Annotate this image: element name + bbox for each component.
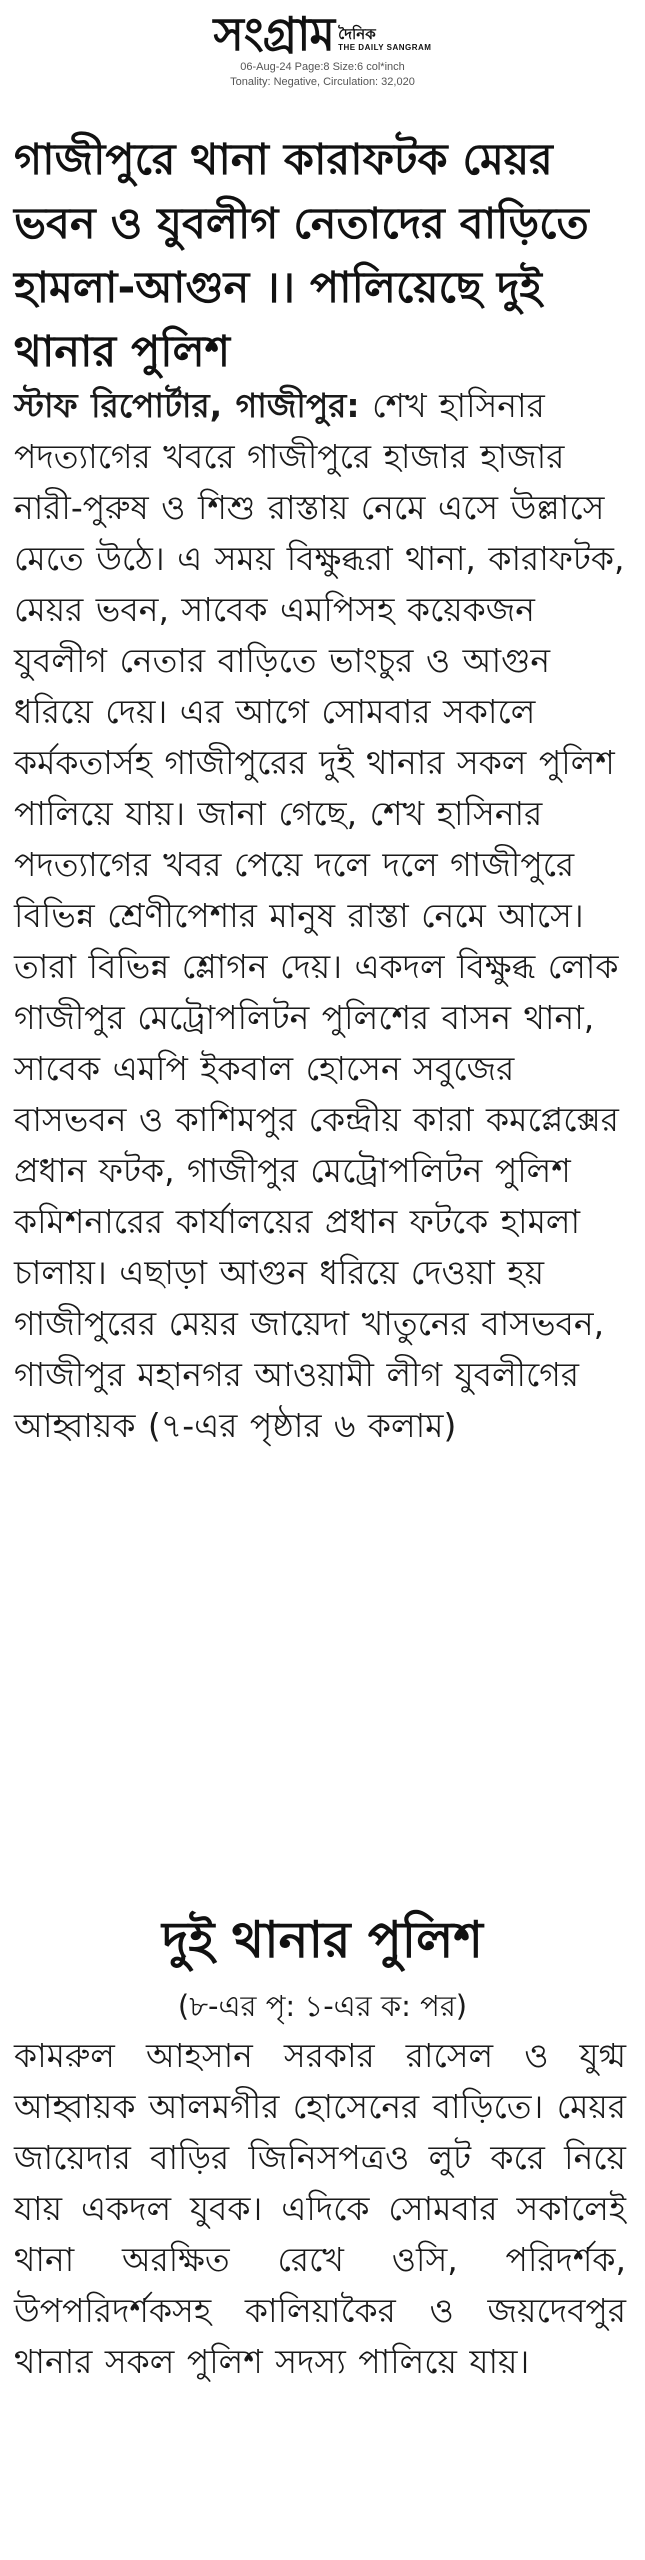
masthead-logo-block [214,8,432,60]
clipping-meta-date-page: 06-Aug-24 Page:8 Size:6 col*inch [240,61,405,73]
clipping-meta-tonality: Tonality: Negative, Circulation: 32,020 [230,76,415,88]
continuation-headline: দুই থানার পুলিশ [162,1911,483,1969]
masthead-english-name: THE DAILY SANGRAM [338,43,432,52]
masthead [0,8,645,128]
article-body [14,380,626,1451]
newspaper-logo: সংগ্রাম [213,7,335,61]
article-headline: গাজীপুরে থানা কারাফটক মেয়র ভবন ও যুবলীগ নেতাদের বাড়িতে হামলা-আগুন ।। পালিয়েছে দুই থানার পুলিশ [14,135,589,377]
article-body-text: শেখ হাসিনার পদত্যাগের খবরে গাজীপুরে হাজার হাজার নারী-পুরুষ ও শিশু রাস্তায় নেমে এসে উল্লাসে মেতে উঠে। এ সময় বিক্ষুব্ধরা থানা, কারাফটক, মেয়র ভবন, সাবেক এমপিসহ কয়েকজন যুবলীগ নেতার বাড়িতে ভাংচুর ও আগুন ধরিয়ে দেয়। এর আগে সোমবার সকালে কর্মকতার্সহ গাজীপুরের দুই থানার সকল পুলিশ পালিয়ে যায়। জানা গেছে, শেখ হাসিনার পদত্যাগের খবর পেয়ে দলে দলে গাজীপুরে বিভিন্ন শ্রেণীপেশার মানুষ রাস্তা নেমে আসে। তারা বিভিন্ন শ্লোগন দেয়। একদল বিক্ষুব্ধ লোক গাজীপুর মেট্রোপলিটন পুলিশের বাসন থানা, সাবেক এমপি ইকবাল হোসেন সবুজের বাসভবন ও কাশিমপুর কেন্দ্রীয় কারা কমপ্লেক্সের প্রধান ফটক, গাজীপুর মেট্রোপলিটন পুলিশ কমিশনারের কার্যালয়ের প্রধান ফটকে হামলা চালায়। এছাড়া আগুন ধরিয়ে দেওয়া হয় গাজীপুরের মেয়র জায়েদা খাতুনের বাসভবন, গাজীপুর মহানগর আওয়ামী লীগ যুবলীগের আহ্বায়ক (৭-এর পৃষ্ঠার ৬ কলাম) [14,386,625,1445]
continuation-reference: (৮-এর পৃ: ১-এর ক: পর) [177,1989,468,2023]
masthead-daily-label: দৈনিক [338,25,376,43]
masthead-side [338,25,431,52]
continuation-body: কামরুল আহসান সরকার রাসেল ও যুগ্ম আহ্বায়ক আলমগীর হোসেনের বাড়িতে। মেয়র জায়েদার বাড়ির জিনিসপত্রও লুট করে নিয়ে যায় একদল যুবক। এদিকে সোমবার সকালেই থানা অরক্ষিত রেখে ওসি, পরিদর্শক, উপপরিদর্শকসহ কালিয়াকৈর ও জয়দেবপুর থানার সকল পুলিশ সদস্য পালিয়ে যায়। [14,2036,626,2381]
article-byline: স্টাফ রিপোর্টার, গাজীপুর: [14,386,360,425]
